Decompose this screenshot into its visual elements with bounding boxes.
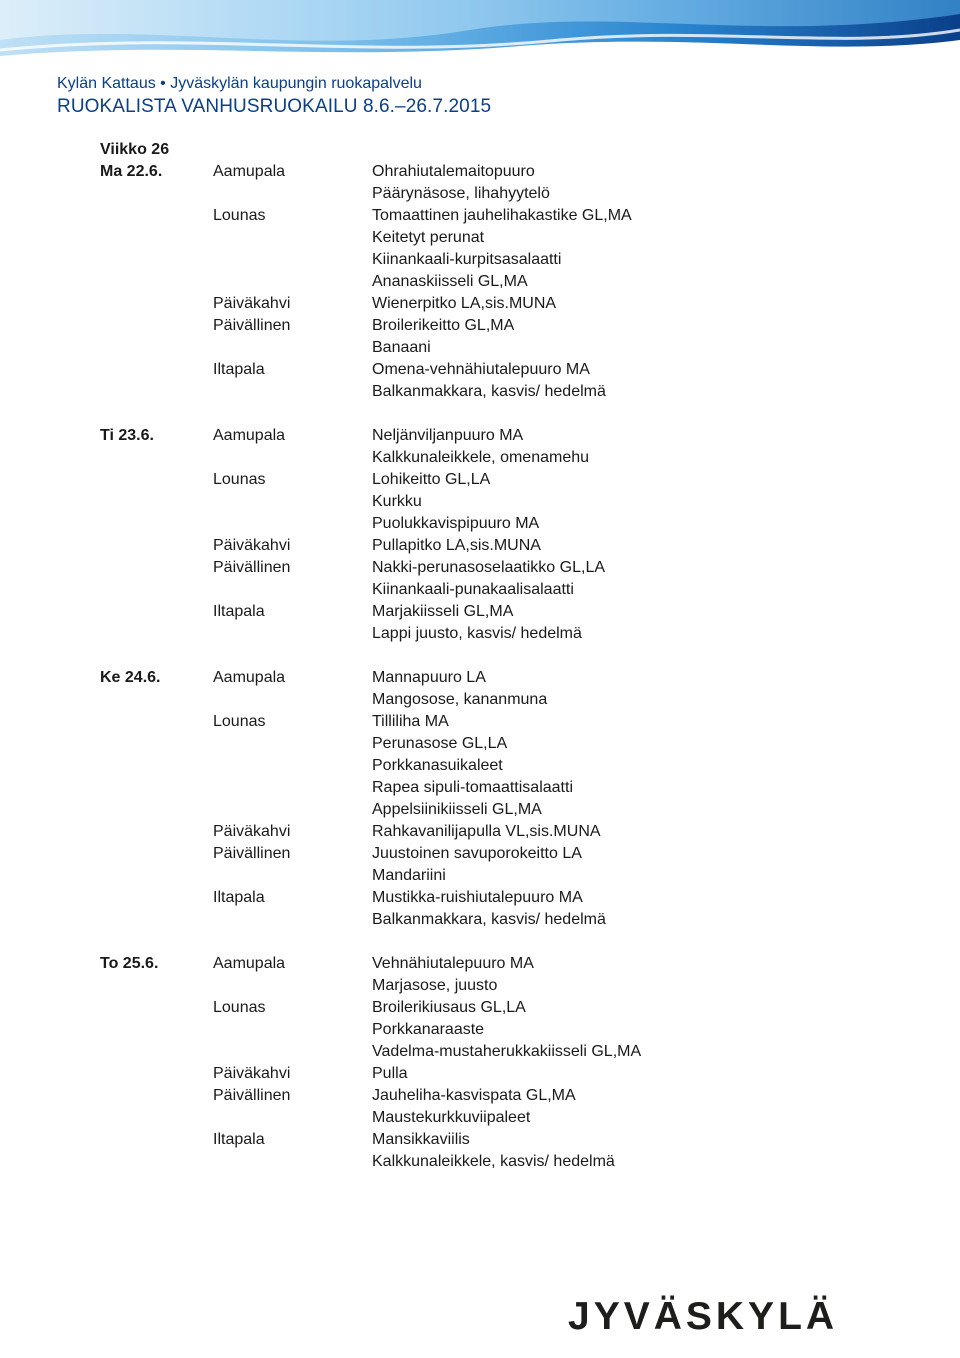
dish-item: Mandariini: [372, 867, 446, 884]
dish-list: [372, 315, 900, 359]
day-label: [100, 469, 213, 535]
meal-name: Iltapala: [213, 361, 265, 378]
day-label: [100, 821, 213, 843]
day-label: [100, 205, 213, 293]
dish-list: [372, 1129, 900, 1173]
meal-row: [100, 161, 900, 205]
day-label: [100, 601, 213, 645]
dish-item: Mustikka-ruishiutalepuuro MA: [372, 889, 583, 906]
day-label: [100, 843, 213, 887]
meal-name: Päiväkahvi: [213, 823, 291, 840]
dish-item: Porkkanasuikaleet: [372, 757, 503, 774]
week-heading: Viikko 26: [100, 141, 170, 158]
meal-name: Päivällinen: [213, 317, 291, 334]
dish-item: Vehnähiutalepuuro MA: [372, 955, 534, 972]
meal-row: [100, 997, 900, 1063]
meal-row: [100, 469, 900, 535]
day-label: [100, 1129, 213, 1173]
header-wave-banner: [0, 0, 960, 62]
meal-name: Päiväkahvi: [213, 295, 291, 312]
dish-item: Lohikeitto GL,LA: [372, 471, 491, 488]
dish-item: Vadelma-mustaherukkakiisseli GL,MA: [372, 1043, 642, 1060]
meal-name: Aamupala: [213, 163, 286, 180]
page-header: [57, 73, 917, 119]
dish-item: Perunasose GL,LA: [372, 735, 508, 752]
meal-name: Päiväkahvi: [213, 1065, 291, 1082]
dish-item: Kalkkunaleikkele, omenamehu: [372, 449, 590, 466]
dish-list: [372, 821, 900, 843]
dish-item: Kalkkunaleikkele, kasvis/ hedelmä: [372, 1153, 615, 1170]
day-label: [100, 535, 213, 557]
dish-item: Päärynäsose, lihahyytelö: [372, 185, 550, 202]
day-label: [100, 997, 213, 1063]
meal-row: [100, 425, 900, 469]
dish-item: Juustoinen savuporokeitto LA: [372, 845, 582, 862]
day-label: [100, 557, 213, 601]
meal-row: [100, 953, 900, 997]
day-label: Ke 24.6.: [100, 669, 161, 686]
meal-name: Päiväkahvi: [213, 537, 291, 554]
dish-item: Appelsiinikiisseli GL,MA: [372, 801, 542, 818]
dish-list: [372, 953, 900, 997]
dish-list: [372, 293, 900, 315]
dish-list: [372, 843, 900, 887]
dish-list: [372, 425, 900, 469]
meal-name: Iltapala: [213, 889, 265, 906]
dish-item: Mansikkaviilis: [372, 1131, 470, 1148]
dish-item: Keitetyt perunat: [372, 229, 485, 246]
meal-row: [100, 1063, 900, 1085]
wave-graphic: [0, 0, 960, 62]
dish-item: Kurkku: [372, 493, 422, 510]
dish-list: [372, 161, 900, 205]
dish-list: [372, 359, 900, 403]
dish-item: Balkanmakkara, kasvis/ hedelmä: [372, 911, 606, 928]
menu-days: [100, 161, 900, 1195]
meal-row: [100, 601, 900, 645]
meal-row: [100, 711, 900, 821]
meal-row: [100, 821, 900, 843]
meal-row: [100, 1085, 900, 1129]
meal-row: [100, 887, 900, 931]
dish-list: [372, 557, 900, 601]
meal-row: [100, 205, 900, 293]
dish-item: Ohrahiutalemaitopuuro: [372, 163, 535, 180]
dish-list: [372, 667, 900, 711]
meal-row: [100, 359, 900, 403]
dish-list: [372, 469, 900, 535]
dish-item: Balkanmakkara, kasvis/ hedelmä: [372, 383, 606, 400]
meal-name: Lounas: [213, 207, 266, 224]
dish-list: [372, 601, 900, 645]
dish-item: Maustekurkkuviipaleet: [372, 1109, 531, 1126]
meal-name: Lounas: [213, 471, 266, 488]
meal-name: Aamupala: [213, 669, 286, 686]
day-label: [100, 887, 213, 931]
meal-name: Aamupala: [213, 427, 286, 444]
menu-day: [100, 953, 900, 1173]
meal-name: Päivällinen: [213, 1087, 291, 1104]
organization-line: Kylän Kattaus • Jyväskylän kaupungin ruokapalvelu: [57, 75, 422, 92]
meal-name: Iltapala: [213, 1131, 265, 1148]
dish-list: [372, 887, 900, 931]
dish-item: Wienerpitko LA,sis.MUNA: [372, 295, 557, 312]
dish-item: Neljänviljanpuuro MA: [372, 427, 524, 444]
dish-list: [372, 205, 900, 293]
dish-list: [372, 535, 900, 557]
jyvaskyla-logo: JYVÄSKYLÄ: [568, 1295, 839, 1338]
dish-item: Lappi juusto, kasvis/ hedelmä: [372, 625, 582, 642]
dish-item: Porkkanaraaste: [372, 1021, 485, 1038]
day-label: [100, 711, 213, 821]
day-label: [100, 315, 213, 359]
dish-item: Kiinankaali-punakaalisalaatti: [372, 581, 574, 598]
day-label: Ma 22.6.: [100, 163, 163, 180]
dish-item: Tilliliha MA: [372, 713, 449, 730]
meal-name: Lounas: [213, 999, 266, 1016]
menu-day: [100, 425, 900, 645]
dish-item: Marjasose, juusto: [372, 977, 498, 994]
dish-item: Pullapitko LA,sis.MUNA: [372, 537, 541, 554]
day-label: [100, 1085, 213, 1129]
day-label: [100, 359, 213, 403]
meal-row: [100, 843, 900, 887]
meal-row: [100, 557, 900, 601]
dish-list: [372, 711, 900, 821]
dish-item: Jauheliha-kasvispata GL,MA: [372, 1087, 576, 1104]
menu-day: [100, 161, 900, 403]
dish-item: Pulla: [372, 1065, 408, 1082]
dish-item: Puolukkavispipuuro MA: [372, 515, 540, 532]
meal-row: [100, 535, 900, 557]
dish-list: [372, 997, 900, 1063]
dish-item: Nakki-perunasoselaatikko GL,LA: [372, 559, 606, 576]
dish-item: Mangosose, kananmuna: [372, 691, 548, 708]
dish-list: [372, 1063, 900, 1085]
meal-name: Päivällinen: [213, 559, 291, 576]
dish-item: Ananaskiisseli GL,MA: [372, 273, 528, 290]
meal-name: Päivällinen: [213, 845, 291, 862]
meal-row: [100, 1129, 900, 1173]
meal-name: Lounas: [213, 713, 266, 730]
meal-name: Aamupala: [213, 955, 286, 972]
dish-item: Broilerikiusaus GL,LA: [372, 999, 526, 1016]
dish-item: Marjakiisseli GL,MA: [372, 603, 514, 620]
day-label: [100, 1063, 213, 1085]
dish-item: Banaani: [372, 339, 431, 356]
meal-name: Iltapala: [213, 603, 265, 620]
dish-item: Kiinankaali-kurpitsasalaatti: [372, 251, 562, 268]
dish-item: Rapea sipuli-tomaattisalaatti: [372, 779, 573, 796]
meal-row: [100, 315, 900, 359]
page-title: RUOKALISTA VANHUSRUOKAILU 8.6.–26.7.2015: [57, 96, 492, 117]
menu-day: [100, 667, 900, 931]
day-label: Ti 23.6.: [100, 427, 154, 444]
meal-row: [100, 667, 900, 711]
dish-item: Rahkavanilijapulla VL,sis.MUNA: [372, 823, 601, 840]
dish-item: Omena-vehnähiutalepuuro MA: [372, 361, 590, 378]
dish-item: Broilerikeitto GL,MA: [372, 317, 515, 334]
meal-row: [100, 293, 900, 315]
dish-item: Mannapuuro LA: [372, 669, 486, 686]
dish-item: Tomaattinen jauhelihakastike GL,MA: [372, 207, 632, 224]
day-label: [100, 293, 213, 315]
day-label: To 25.6.: [100, 955, 159, 972]
dish-list: [372, 1085, 900, 1129]
